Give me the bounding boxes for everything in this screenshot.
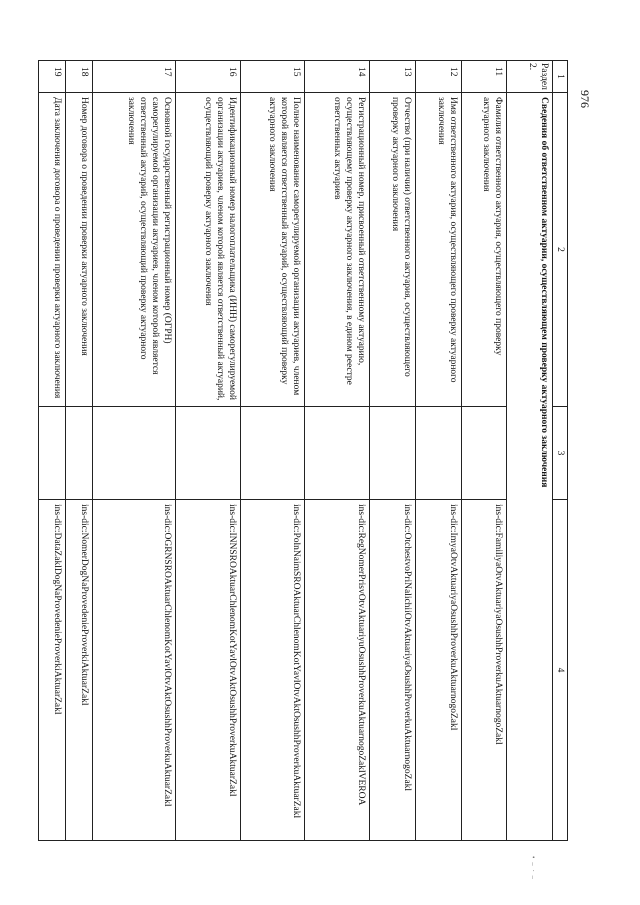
table-row (370, 61, 416, 841)
row-code: ins-dic:OtchestvoPriNalichiiOtvAktuariyaOsushhProverkuAktuarnogoZakl (370, 500, 416, 841)
row-empty-cell (65, 407, 92, 500)
table-row (305, 61, 370, 841)
row-number: 18 (65, 61, 92, 93)
scan-marks: • – · – (529, 856, 537, 881)
row-number: 14 (305, 61, 370, 93)
row-description: Полное наименование саморегулируемой организации актуариев, членом которой является ответственный актуарий, осуществляющий проверку актуарного заключения (240, 93, 305, 407)
row-empty-cell (92, 407, 176, 500)
column-header: 4 (553, 500, 568, 841)
row-code: ins-dic:PolnNaimSROAktuarChlenomKotYavlOtvAktOsushhProverkuAktuarZakl (240, 500, 305, 841)
column-header-row (553, 61, 568, 841)
row-empty-cell (461, 407, 507, 500)
row-description: Идентификационный номер налогоплательщика (ИНН) саморегулируемой организации актуариев, членом которой является ответственный актуарий, осуществляющий проверку актуарного заключения (176, 93, 241, 407)
table-row (39, 61, 66, 841)
row-code: ins-dic:FamiliyaOtvAktuariyaOsushhProverkuAktuarnogoZakl (461, 500, 507, 841)
row-description: Имя ответственного актуария, осуществляющего проверку актуарного заключения (415, 93, 461, 407)
row-number: 19 (39, 61, 66, 93)
row-empty-cell (240, 407, 305, 500)
row-empty-cell (39, 407, 66, 500)
rotated-table-wrapper (38, 60, 568, 840)
row-number: 13 (370, 61, 416, 93)
table-row (240, 61, 305, 841)
table-row (461, 61, 507, 841)
row-number: 17 (92, 61, 176, 93)
row-code: ins-dic:RegNomerPrisvOtvAktuariyuOsushhProverkuAktuarnogoZaklVEROA (305, 500, 370, 841)
table-row (176, 61, 241, 841)
row-number: 11 (461, 61, 507, 93)
column-header: 1 (553, 61, 568, 93)
row-description: Фамилия ответственного актуария, осуществляющего проверку актуарного заключения (461, 93, 507, 407)
row-number: 16 (176, 61, 241, 93)
row-description: Номер договора о проведении проверки актуарного заключения (65, 93, 92, 407)
data-table (38, 60, 568, 841)
row-description: Отчество (при наличии) ответственного актуария, осуществляющего проверку актуарного заключения (370, 93, 416, 407)
row-number: 12 (415, 61, 461, 93)
row-description: Регистрационный номер, присвоенный ответственному актуарию, осуществляющему проверку актуарного заключения, в едином реестре ответственных актуариев (305, 93, 370, 407)
section-label: Раздел 2. (507, 61, 553, 93)
row-code: ins-dic:DataZaklDogNaProvedenieProverkiAktuarZakl (39, 500, 66, 841)
column-header: 2 (553, 93, 568, 407)
table-row (415, 61, 461, 841)
row-number: 15 (240, 61, 305, 93)
row-code: ins-dic:NomerDogNaProvedenieProverkiAktuarZakl (65, 500, 92, 841)
section-row (507, 61, 553, 841)
row-code: ins-dic:OGRNSROAktuarChlenomKotYavlOtvAktOsushhProverkuAktuarZakl (92, 500, 176, 841)
row-empty-cell (415, 407, 461, 500)
row-description: Основной государственный регистрационный номер (ОГРН) саморегулируемой организации актуариев, членом которой является ответственный актуарий, осуществляющий проверку актуарного заключения (92, 93, 176, 407)
table-row (65, 61, 92, 841)
row-empty-cell (370, 407, 416, 500)
row-empty-cell (305, 407, 370, 500)
section-title: Сведения об ответственном актуарии, осуществляющем проверку актуарного заключения (507, 93, 553, 841)
row-code: ins-dic:ImyaOtvAktuariyaOsushhProverkuAktuarnogoZakl (415, 500, 461, 841)
row-empty-cell (176, 407, 241, 500)
table-row (92, 61, 176, 841)
row-description: Дата заключения договора о проведении проверки актуарного заключения (39, 93, 66, 407)
row-code: ins-dic:INNSROAktuarChlenomKotYavlOtvAktOsushhProverkuAktuarZakl (176, 500, 241, 841)
column-header: 3 (553, 407, 568, 500)
page-number: 976 (578, 90, 592, 108)
